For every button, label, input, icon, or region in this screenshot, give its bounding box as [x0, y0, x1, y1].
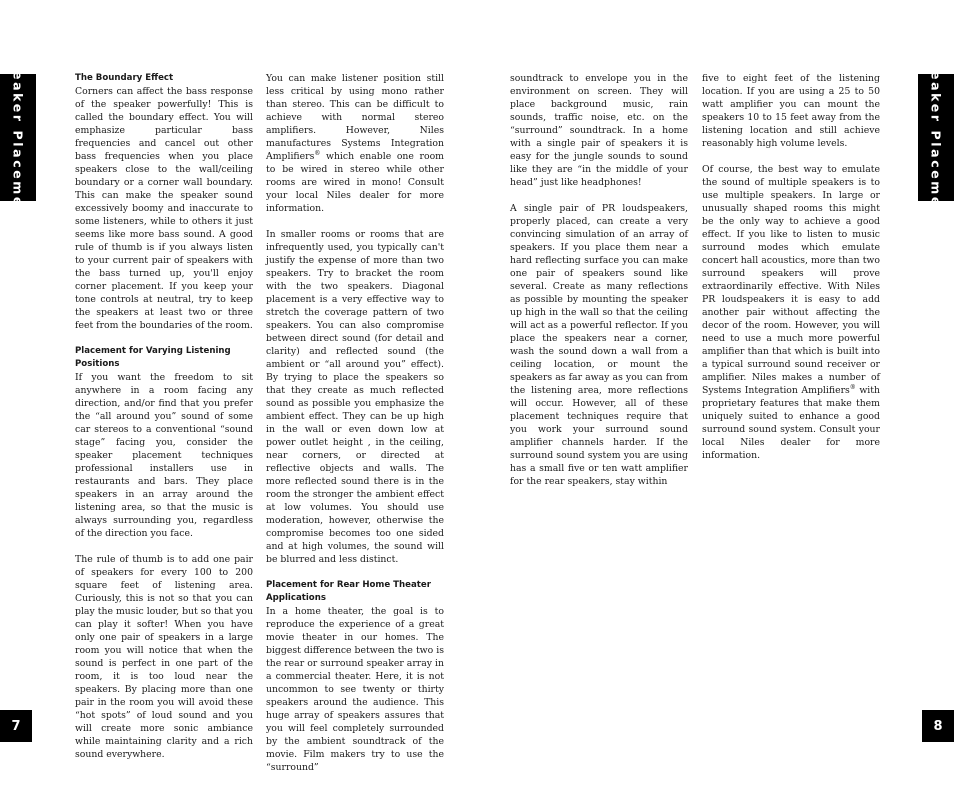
column-2: [266, 72, 444, 787]
column-3: [510, 72, 688, 501]
page-number-right: 8: [922, 710, 954, 742]
registered-mark: ®: [849, 383, 856, 391]
page-number-left: 7: [0, 710, 32, 742]
paragraph-text: with proprietary features that make them uniquely suited to enhance a good surround sound system. Consult your local Niles dealer for more information.: [702, 385, 880, 461]
paragraph-text: You can make listener position still less critical by using mono rather than stereo. This can be difficult to achieve with normal stereo amplifiers. However, Niles manufactures Systems Integration Amplifiers: [266, 73, 444, 162]
heading-rear-home-theater: Placement for Rear Home Theater Applications: [266, 580, 431, 603]
section-tab-left-label: Speaker Placement: [10, 47, 26, 228]
paragraph: five to eight feet of the listening location. If you are using a 25 to 50 watt amplifier you can mount the speakers 10 to 15 feet away from the listening location and still achieve reasonably high volume levels.: [702, 73, 880, 149]
paragraph: A single pair of PR loudspeakers, properly placed, can create a very convincing simulation of an array of speakers. If you place them near a hard reflecting surface you can make one pair of speakers sound like several. Create as many reflections as possible by mounting the speaker up high in the wall so that the ceiling will act as a powerful reflector. If you place the speakers near a corner, wash the sound down a wall from a ceiling location, or mount the speakers as far away as you can from the listening area, more reflections will occur. However, all of these placement techniques require that you work your surround sound amplifier channels harder. If the surround sound system you are using has a small five or ten watt amplifier for the rear speakers, stay within: [510, 203, 688, 487]
registered-mark: ®: [314, 149, 321, 157]
column-4: [702, 72, 880, 475]
paragraph: In smaller rooms or rooms that are infrequently used, you typically can't justify the expense of more than two speakers. Try to bracket the room with the two speakers. Diagonal placement is a very effective way to stretch the coverage pattern of two speakers. You can also compromise between direct sound (for detail and clarity) and reflected sound (the ambient or “all around you” effect). By trying to place the speakers so that they create as much reflected sound as possible you emphasize the ambient effect. They can be up high in the wall or even down low at power outlet height , in the ceiling, near corners, or directed at reflective objects and walls. The more reflected sound there is in the room the stronger the ambient effect at low volumes. You should use moderation, however, otherwise the compromise becomes too one sided and at high volumes, the sound will be blurred and less distinct.: [266, 229, 444, 565]
section-tab-left: [0, 47, 36, 228]
column-1: [75, 72, 253, 774]
paragraph: Corners can affect the bass response of the speaker powerfully! This is called the boundary effect. You will emphasize particular bass frequencies and cancel out other bass frequencies when you place speakers close to the wall/ceiling boundary or a corner wall boundary. This can make the speaker sound excessively boomy and inaccurate to some listeners, while to others it just seems like more bass sound. A good rule of thumb is if you always listen to your current pair of speakers with the bass turned up, you'll enjoy corner placement. If you keep your tone controls at neutral, try to keep the speakers at least two or three feet from the boundaries of the room.: [75, 86, 253, 331]
paragraph-text: Of course, the best way to emulate the sound of multiple speakers is to use multiple speakers. In large or unusually shaped rooms this might be the only way to achieve a good effect. If you like to listen to music surround modes which emulate concert hall acoustics, more than two surround speakers will prove extraordinarily effective. With Niles PR loudspeakers it is easy to add another pair without affecting the decor of the room. However, you will need to use a much more powerful amplifier than that which is built into a typical surround sound receiver or amplifier. Niles makes a number of Systems Integration Amplifiers: [702, 164, 880, 396]
heading-boundary-effect: The Boundary Effect: [75, 73, 174, 83]
paragraph: [702, 163, 880, 462]
heading-varying-listening-positions: Placement for Varying Listening Positions: [75, 346, 231, 369]
paragraph-text: which enable one room to be wired in stereo while other rooms are wired in mono! Consult your local Niles dealer for more information.: [266, 151, 444, 214]
paragraph: [266, 72, 444, 215]
section-tab-right: [918, 47, 954, 228]
paragraph: In a home theater, the goal is to reproduce the experience of a great movie theater in our homes. The biggest difference between the two is the rear or surround speaker array in a commercial theater. Here, it is not uncommon to see twenty or thirty speakers around the audience. This huge array of speakers assures that you will feel completely surrounded by the ambient soundtrack of the movie. Film makers try to use the “surround”: [266, 606, 444, 773]
paragraph: soundtrack to envelope you in the environment on screen. They will place background music, rain sounds, traffic noise, etc. on the “surround” soundtrack. In a home with a single pair of speakers it is easy for the jungle sounds to sound like they are “in the middle of your head” just like headphones!: [510, 73, 688, 188]
paragraph: The rule of thumb is to add one pair of speakers for every 100 to 200 square feet of listening area. Curiously, this is not so that you can play the music louder, but so that you can play it softer! When you have only one pair of speakers in a large room you will notice that when the sound is perfect in one part of the room, it is too loud near the speakers. By placing more than one pair in the room you will avoid these “hot spots” of loud sound and you will create more sonic ambiance while maintaining clarity and a rich sound everywhere.: [75, 554, 253, 760]
paragraph: If you want the freedom to sit anywhere in a room facing any direction, and/or find that you prefer the “all around you” sound of some car stereos to a conventional “sound stage” facing you, consider the speaker placement techniques professional installers use in restaurants and bars. They place speakers in an array around the listening area, so that the music is always surrounding you, regardless of the direction you face.: [75, 372, 253, 539]
section-tab-right-label: Speaker Placement: [928, 47, 944, 228]
